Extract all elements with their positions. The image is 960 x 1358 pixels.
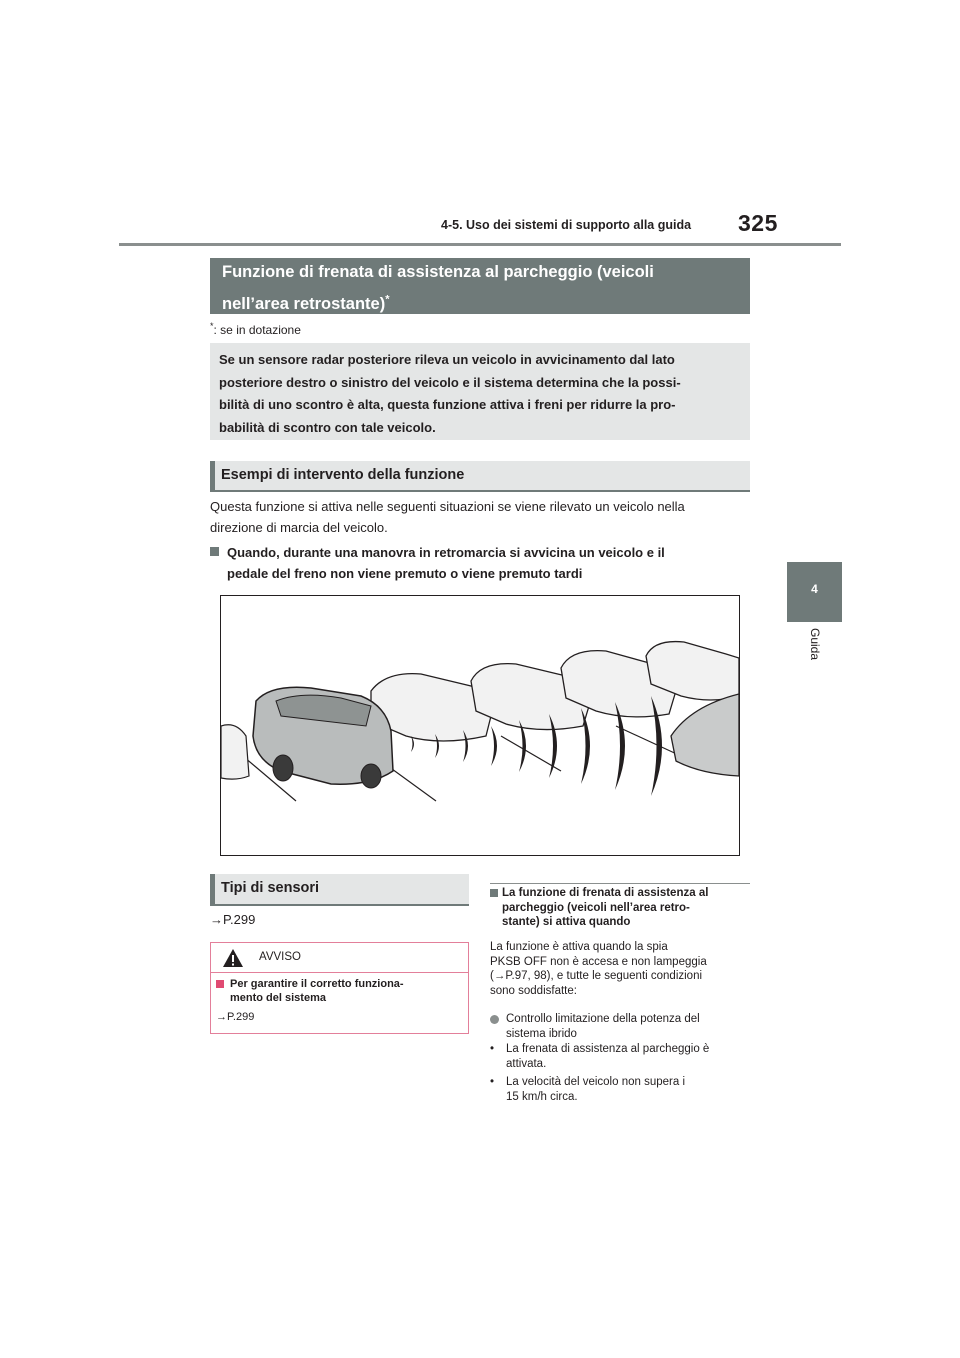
square-bullet-icon — [216, 980, 224, 988]
warning-header — [211, 943, 468, 973]
paragraph-line: La funzione è attiva quando la spia — [490, 941, 668, 953]
bullet-line: Quando, durante una manovra in retromarcia si avvicina un veicolo e il — [227, 545, 665, 560]
page-title — [210, 258, 750, 314]
section-header-examples — [210, 461, 750, 492]
chapter-tab-number: 4 — [811, 582, 818, 596]
section-header-title: Esempi di intervento della funzione — [221, 467, 465, 483]
header-section-title: 4-5. Uso dei sistemi di supporto alla guida — [441, 218, 692, 232]
intro-line: bilità di uno scontro è alta, questa funzione attiva i freni per ridurre la pro- — [219, 397, 676, 412]
heading-line: La funzione di frenata di assistenza al — [502, 887, 709, 899]
illustration-rear-parking — [220, 595, 740, 856]
page-reference: →P.299 — [210, 912, 256, 927]
right-column-rule — [490, 883, 750, 884]
sub-item-line: 15 km/h circa. — [506, 1090, 578, 1103]
header-rule — [119, 243, 841, 246]
bullet-heading-text — [227, 543, 747, 584]
title-line-2-text: nell’area retrostante) — [222, 294, 386, 313]
heading-line: stante) si attiva quando — [502, 916, 631, 928]
sub-item-line: La frenata di assistenza al parcheggio è — [506, 1043, 710, 1055]
right-column-heading-text — [502, 886, 752, 930]
sub-item-text — [506, 1042, 741, 1071]
warning-item-line: Per garantire il corretto funziona- — [230, 978, 404, 990]
sub-item-bullet: • — [490, 1076, 495, 1088]
intro-line: Se un sensore radar posteriore rileva un veicolo in avvicinamento dal lato — [219, 352, 675, 367]
sub-item-line: attivata. — [506, 1057, 547, 1070]
warning-page-reference: →P.299 — [216, 1011, 255, 1023]
paragraph-line: sono soddisfatte: — [490, 984, 577, 997]
paragraph-line: PKSB OFF non è accesa e non lampeggia — [490, 955, 707, 968]
section-header-title: Tipi di sensori — [221, 880, 320, 896]
paragraph-line: direzione di marcia del veicolo. — [210, 519, 388, 535]
paragraph-line: (→P.97, 98), e tutte le seguenti condizioni — [490, 970, 703, 982]
bullet-line: pedale del freno non viene premuto o viene premuto tardi — [227, 565, 583, 581]
circle-bullet-icon — [490, 1015, 499, 1024]
heading-line: parcheggio (veicoli nell’area retro- — [502, 901, 690, 914]
footnote-text: : se in dotazione — [213, 323, 301, 337]
intro-line: babilità di scontro con tale veicolo. — [219, 419, 436, 435]
approaching-car — [671, 694, 739, 776]
warning-triangle-icon — [222, 948, 244, 968]
condition-text — [506, 1012, 746, 1041]
footnote — [210, 321, 301, 337]
right-column-paragraph — [490, 940, 750, 998]
intro-line: posteriore destro o sinistro del veicolo e il sistema determina che la possi- — [219, 374, 681, 390]
bullet-heading — [210, 543, 750, 581]
warning-title: AVVISO — [259, 951, 301, 963]
warning-item-line: mento del sistema — [230, 992, 326, 1004]
paragraph-line: Questa funzione si attiva nelle seguenti situazioni se viene rilevato un veicolo nella — [210, 499, 685, 514]
condition-line: sistema ibrido — [506, 1027, 577, 1040]
side-car — [221, 725, 249, 779]
condition-line: Controllo limitazione della potenza del — [506, 1013, 700, 1025]
chapter-tab-label: Guida — [808, 628, 822, 661]
square-bullet-icon — [210, 547, 219, 556]
sub-item-line: La velocità del veicolo non supera i — [506, 1076, 686, 1088]
section-header-sensors — [210, 874, 469, 906]
section-header-bar — [210, 461, 215, 490]
footnote-mark: * — [210, 321, 214, 331]
section-paragraph — [210, 497, 750, 538]
sub-item-bullet: • — [490, 1043, 495, 1055]
intro-box — [210, 343, 750, 440]
own-vehicle — [253, 687, 393, 788]
title-footnote-mark: * — [385, 293, 390, 305]
section-header-bar — [210, 874, 215, 904]
square-bullet-icon — [490, 889, 498, 897]
sub-item-text — [506, 1075, 741, 1104]
page-number: 325 — [738, 210, 778, 236]
radar-wave — [491, 726, 497, 766]
warning-item-text — [230, 977, 462, 1005]
title-line-2 — [222, 295, 390, 313]
title-line-1: Funzione di frenata di assistenza al parcheggio (veicoli — [222, 263, 654, 281]
parking-line — [616, 726, 681, 756]
